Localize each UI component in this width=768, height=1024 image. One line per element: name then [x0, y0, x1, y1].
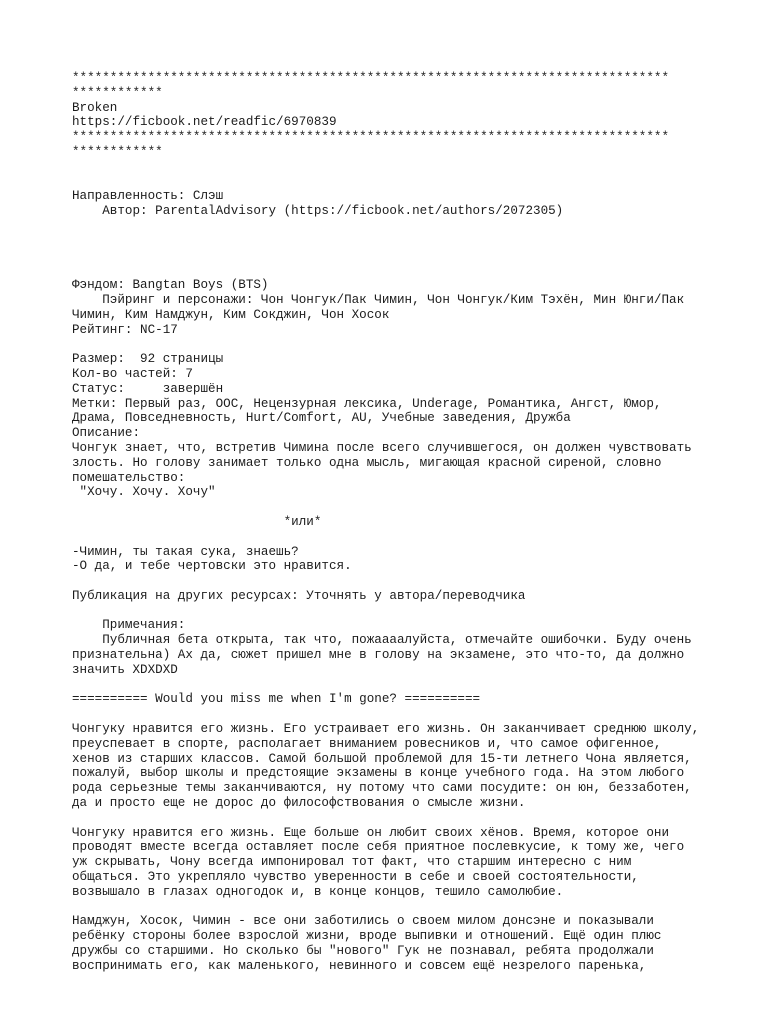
text-line: Рейтинг: NC-17 [72, 322, 178, 337]
text-line: Описание: [72, 426, 141, 441]
blank-line [72, 707, 712, 722]
text-line: Направленность: Слэш [72, 189, 224, 204]
text-line: ребёнку стороны более взрослой жизни, вроде выпивки и отношений. Ещё один плюс [72, 929, 662, 944]
text-line: https://ficbook.net/readfic/6970839 [72, 115, 337, 130]
text-line: ========== Would you miss me when I'm gone? ========== [72, 692, 481, 707]
text-line: -О да, и тебе чертовски это нравится. [72, 559, 352, 574]
blank-line [72, 160, 712, 175]
text-line: воспринимать его, как маленького, невинного и совсем ещё незрелого паренька, [72, 958, 647, 973]
text-line: "Хочу. Хочу. Хочу" [72, 485, 216, 500]
blank-line [72, 530, 712, 545]
text-line: ******************************************************************************* [72, 130, 670, 145]
text-line: -Чимин, ты такая сука, знаешь? [72, 544, 299, 559]
text-line: помешательство: [72, 470, 186, 485]
text-line: проводят вместе всегда оставляет после себя приятное послевкусие, к тому же, чего [72, 840, 685, 855]
text-line: преуспевает в спорте, располагает вниманием ровесников и, что самое офигенное, [72, 736, 662, 751]
text-line: Пэйринг и персонажи: Чон Чонгук/Пак Чимин, Чон Чонгук/Ким Тэхён, Мин Юнги/Пак [72, 292, 685, 307]
text-line: Broken [72, 100, 118, 115]
text-line: рода серьезные темы заканчиваются, ну потому что сами посудите: он юн, беззаботен, [72, 781, 692, 796]
text-line: дружбы со старшими. Но сколько бы "нового" Гук не познавал, ребята продолжали [72, 944, 654, 959]
blank-line [72, 678, 712, 693]
text-line: Размер: 92 страницы [72, 352, 224, 367]
text-line: Статус: завершён [72, 381, 224, 396]
text-line: Кол-во частей: 7 [72, 366, 193, 381]
text-line: *или* [72, 514, 322, 529]
text-line: ************ [72, 144, 163, 159]
text-line: хенов из старших классов. Самой большой проблемой для 15-ти летнего Чона является, [72, 751, 692, 766]
blank-line [72, 337, 712, 352]
text-line: общаться. Это укрепляло чувство уверенности в себе и своей состоятельности, [72, 870, 639, 885]
blank-line [72, 263, 712, 278]
text-line: Намджун, Хосок, Чимин - все они заботились о своем милом донсэне и показывали [72, 914, 654, 929]
text-line: уж скрывать, Чону всегда импонировал тот факт, что старшим интересно с ним [72, 855, 632, 870]
text-line: возвышало в глазах одногодок и, в конце концов, тешило самолюбие. [72, 884, 564, 899]
text-line: Чонгуку нравится его жизнь. Еще больше он любит своих хёнов. Время, которое они [72, 825, 670, 840]
text-line: Примечания: [72, 618, 186, 633]
blank-line [72, 604, 712, 619]
text-line: Фэндом: Bangtan Boys (BTS) [72, 278, 269, 293]
text-line: Чонгук знает, что, встретив Чимина после всего случившегося, он должен чувствовать [72, 440, 692, 455]
text-line: ******************************************************************************* [72, 71, 670, 85]
text-line: Метки: Первый раз, ООС, Нецензурная лексика, Underage, Романтика, Ангст, Юмор, [72, 396, 662, 411]
text-line: Публикация на других ресурсах: Уточнять у автора/переводчика [72, 588, 526, 603]
text-line: да и просто еще не дорос до философствования о смысле жизни. [72, 796, 526, 811]
blank-line [72, 811, 712, 826]
text-line: Драма, Повседневность, Hurt/Comfort, AU, Учебные заведения, Дружба [72, 411, 571, 426]
blank-line [72, 249, 712, 264]
blank-line [72, 234, 712, 249]
text-line: Автор: ParentalAdvisory (https://ficbook.net/authors/2072305) [72, 204, 564, 219]
text-line: признательна) Ах да, сюжет пришел мне в голову на экзамене, это что-то, да должно [72, 648, 685, 663]
blank-line [72, 219, 712, 234]
text-line: значить XDXDXD [72, 662, 178, 677]
blank-line [72, 500, 712, 515]
blank-line [72, 900, 712, 915]
text-line: злость. Но голову занимает только одна мысль, мигающая красной сиреной, словно [72, 455, 662, 470]
text-line: Чонгуку нравится его жизнь. Его устраивает его жизнь. Он заканчивает среднюю школу, [72, 722, 700, 737]
blank-line [72, 175, 712, 190]
text-line: Чимин, Ким Намджун, Ким Сокджин, Чон Хосок [72, 307, 390, 322]
text-line: пожалуй, выбор школы и предстоящие экзамены в конце учебного года. На этом любого [72, 766, 685, 781]
document-text [72, 71, 712, 974]
text-line: Публичная бета открыта, так что, пожаааалуйста, отмечайте ошибочки. Буду очень [72, 633, 692, 648]
blank-line [72, 574, 712, 589]
text-line: ************ [72, 85, 163, 100]
